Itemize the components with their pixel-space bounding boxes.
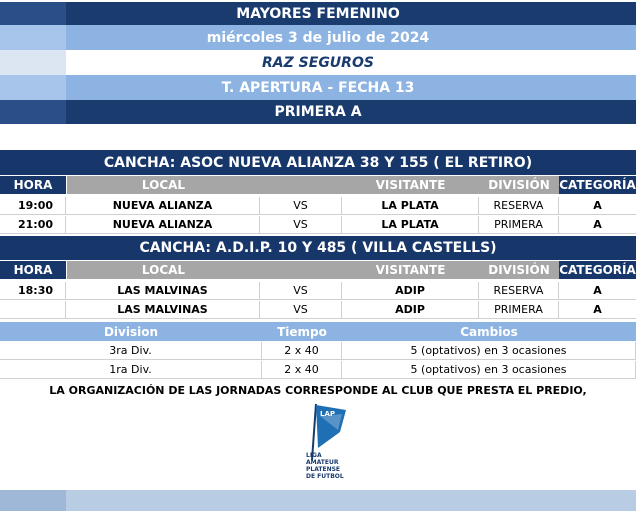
col-division: DIVISIÓN xyxy=(479,176,559,194)
rules-row xyxy=(0,342,636,360)
match-row xyxy=(0,282,636,300)
versus-label: VS xyxy=(260,282,342,299)
sponsor-band xyxy=(0,50,636,75)
match-division: RESERVA xyxy=(479,282,559,299)
home-team: LAS MALVINAS xyxy=(66,282,260,299)
tournament-name: T. APERTURA - FECHA 13 xyxy=(221,79,415,96)
match-category: A xyxy=(593,218,602,231)
rules-cambios: 5 (optativos) en 3 ocasiones xyxy=(342,361,636,378)
rules-division: 1ra Div. xyxy=(0,361,262,378)
logo-line: PLATENSE xyxy=(306,466,341,473)
versus-label: VS xyxy=(260,216,342,233)
col-categoria: CATEGORÍA xyxy=(559,178,636,192)
rules-division: 3ra Div. xyxy=(0,342,262,359)
col-local: LOCAL xyxy=(66,261,260,279)
away-team: LA PLATA xyxy=(342,216,479,233)
logo-line: LIGA xyxy=(306,452,322,459)
date-band xyxy=(0,25,636,50)
away-team: ADIP xyxy=(342,301,479,318)
title-band xyxy=(0,2,636,25)
page-title: MAYORES FEMENINO xyxy=(236,5,400,22)
match-time: 21:00 xyxy=(0,216,66,233)
division-band xyxy=(0,100,636,124)
match-division: RESERVA xyxy=(479,197,559,214)
match-category: A xyxy=(593,199,602,212)
away-team: LA PLATA xyxy=(342,197,479,214)
match-row xyxy=(0,301,636,319)
rules-col-tiempo: Tiempo xyxy=(277,324,327,339)
footer-band xyxy=(0,490,636,511)
col-visitante: VISITANTE xyxy=(342,261,479,279)
match-category: A xyxy=(593,303,602,316)
home-team: NUEVA ALIANZA xyxy=(66,216,260,233)
rules-tiempo: 2 x 40 xyxy=(262,361,342,378)
column-header-row xyxy=(0,261,636,279)
col-categoria: CATEGORÍA xyxy=(559,263,636,277)
rules-header-row xyxy=(0,322,636,341)
match-date: miércoles 3 de julio de 2024 xyxy=(206,29,430,46)
sponsor-name: RAZ SEGUROS xyxy=(262,54,374,71)
match-time: 18:30 xyxy=(0,282,66,299)
col-hora: HORA xyxy=(0,176,66,194)
organization-note: LA ORGANIZACIÓN DE LAS JORNADAS CORRESPONDE AL CLUB QUE PRESTA EL PREDIO, xyxy=(49,383,587,397)
column-header-row xyxy=(0,176,636,194)
logo-badge: LAP xyxy=(320,410,336,418)
cancha-title: CANCHA: A.D.I.P. 10 Y 485 ( VILLA CASTELLS) xyxy=(0,236,636,260)
match-row xyxy=(0,216,636,234)
cancha-title: CANCHA: ASOC NUEVA ALIANZA 38 Y 155 ( EL RETIRO) xyxy=(0,150,636,175)
logo-line: DE FUTBOL xyxy=(306,473,344,480)
away-team: ADIP xyxy=(342,282,479,299)
rules-col-division: Division xyxy=(103,324,159,339)
col-division: DIVISIÓN xyxy=(479,261,559,279)
logo-line: AMATEUR xyxy=(306,459,339,466)
tournament-band xyxy=(0,75,636,100)
rules-tiempo: 2 x 40 xyxy=(262,342,342,359)
league-logo xyxy=(302,402,352,488)
match-time xyxy=(0,301,66,318)
col-local: LOCAL xyxy=(66,176,260,194)
match-time: 19:00 xyxy=(0,197,66,214)
match-division: PRIMERA xyxy=(479,301,559,318)
versus-label: VS xyxy=(260,197,342,214)
match-category: A xyxy=(593,284,602,297)
versus-label: VS xyxy=(260,301,342,318)
match-division: PRIMERA xyxy=(479,216,559,233)
rules-col-cambios: Cambios xyxy=(460,324,518,339)
division-name: PRIMERA A xyxy=(274,104,362,120)
rules-cambios: 5 (optativos) en 3 ocasiones xyxy=(342,342,636,359)
home-team: NUEVA ALIANZA xyxy=(66,197,260,214)
col-visitante: VISITANTE xyxy=(342,176,479,194)
col-hora: HORA xyxy=(0,261,66,279)
home-team: LAS MALVINAS xyxy=(66,301,260,318)
match-row xyxy=(0,197,636,215)
rules-row xyxy=(0,361,636,379)
